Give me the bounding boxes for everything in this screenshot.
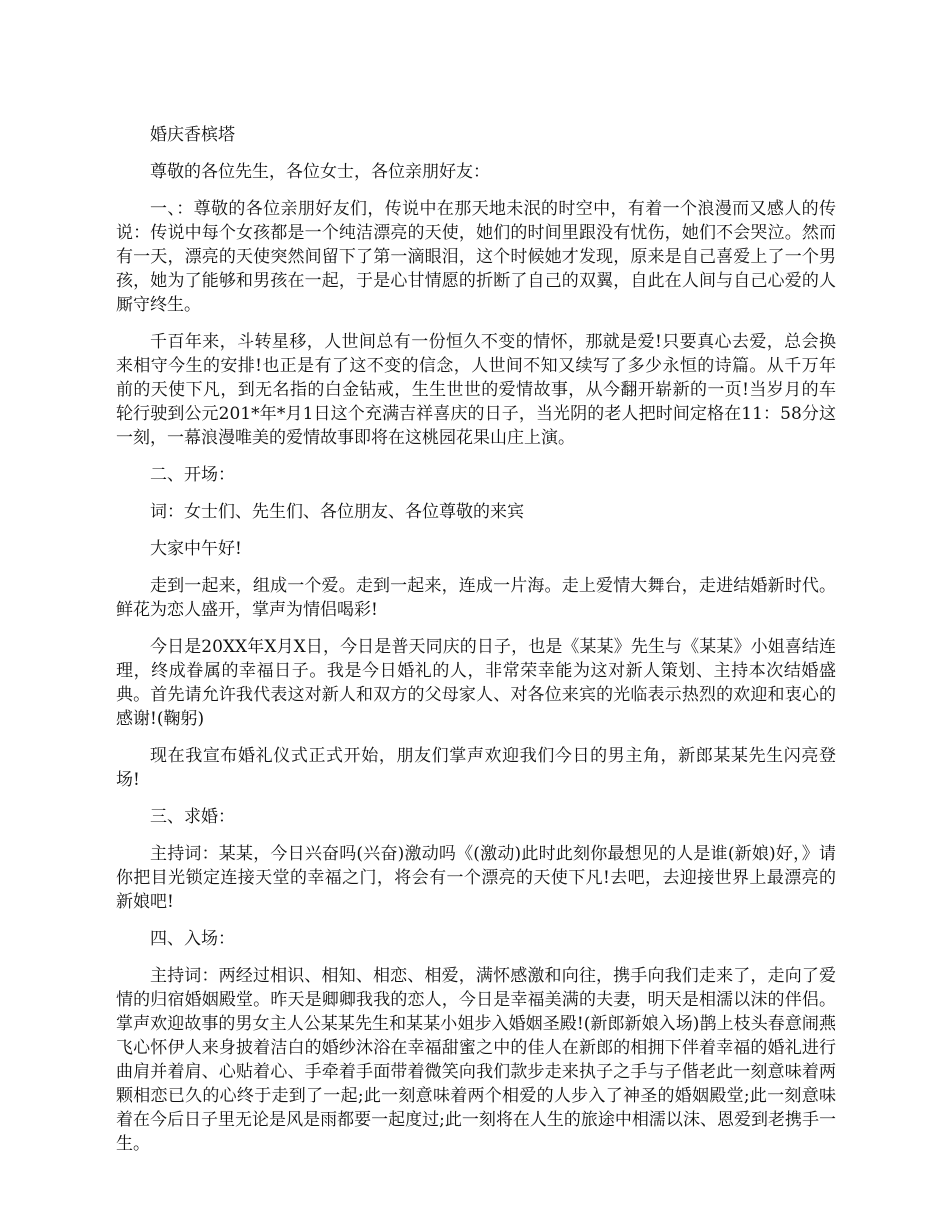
salutation: 尊敬的各位先生，各位女士，各位亲朋好友：: [150, 162, 490, 182]
paragraph-opening-speech: 今日是20XX年X月X日，今日是普天同庆的日子，也是《某某》先生与《某某》小姐喜结连理，终成眷属的幸福日子。我是今日婚礼的人，非常荣幸能为这对新人策划、主持本次结婚盛典。首先请允许我代表这对新人和双方的父母家人、对各位来宾的光临表示热烈的欢迎和衷心的感谢!(鞠躬): [116, 637, 836, 729]
paragraph-address: 词：女士们、先生们、各位朋友、各位尊敬的来宾: [150, 502, 524, 522]
paragraph-prologue: 一、：尊敬的各位亲朋好友们，传说中在那天地未泯的时空中，有着一个浪漫而又感人的传说：传说中每个女孩都是一个纯洁漂亮的天使，她们的时间里跟没有忧伤，她们不会哭泣。然而有一天，漂亮的天使突然间留下了第一滴眼泪，这个时候她才发现，原来是自己喜爱上了一个男孩，她为了能够和男孩在一起，于是心甘情愿的折断了自己的双翼，自此在人间与自己心爱的人厮守终生。: [116, 199, 836, 315]
paragraph-greeting: 大家中午好!: [150, 539, 242, 559]
paragraph-entrance: 主持词：两经过相识、相知、相恋、相爱，满怀感激和向往，携手向我们走来了，走向了爱情的归宿婚姻殿堂。昨天是卿卿我我的恋人，今日是幸福美满的夫妻，明天是相濡以沫的伴侣。掌声欢迎故事的男女主人公某某先生和某某小姐步入婚姻圣殿!(新郎新娘入场)鹊上枝头春意闹燕飞心怀伊人来身披着洁白的婚纱沐浴在幸福甜蜜之中的佳人在新郎的相拥下伴着幸福的婚礼进行曲肩并着肩、心贴着心、手牵着手面带着微笑向我们款步走来执子之手与子偕老此一刻意味着两颗相恋已久的心终于走到了一起;此一刻意味着两个相爱的人步入了神圣的婚姻殿堂;此一刻意味着在今后日子里无论是风是雨都要一起度过;此一刻将在人生的旅途中相濡以沫、恩爱到老携手一生。: [116, 966, 836, 1154]
section-heading-opening: 二、开场：: [150, 465, 235, 485]
paragraph-opening-verse: 走到一起来，组成一个爱。走到一起来，连成一片海。走上爱情大舞台，走进结婚新时代。鲜花为恋人盛开，掌声为情侣喝彩!: [116, 576, 836, 620]
section-heading-proposal: 三、求婚：: [150, 807, 235, 827]
paragraph-intro: 千百年来，斗转星移，人世间总有一份恒久不变的情怀，那就是爱!只要真心去爱，总会换来相守今生的安排!也正是有了这不变的信念，人世间不知又续写了多少永恒的诗篇。从千万年前的天使下凡，到无名指的白金钻戒，生生世世的爱情故事，从今翻开崭新的一页!当岁月的车轮行驶到公元201*年*月1日这个充满吉祥喜庆的日子，当光阴的老人把时间定格在11：58分这一刻，一幕浪漫唯美的爱情故事即将在这桃园花果山庄上演。: [116, 332, 836, 448]
document-title: 婚庆香槟塔: [150, 125, 235, 145]
paragraph-proposal: 主持词：某某，今日兴奋吗(兴奋)激动吗《(激动)此时此刻你最想见的人是谁(新娘)好，》请你把目光锁定连接天堂的幸福之门，将会有一个漂亮的天使下凡!去吧，去迎接世界上最漂亮的新娘吧!: [116, 844, 836, 912]
paragraph-ceremony-start: 现在我宣布婚礼仪式正式开始，朋友们掌声欢迎我们今日的男主角，新郎某某先生闪亮登场!: [116, 746, 836, 790]
document-body: [116, 123, 836, 1169]
section-heading-entrance: 四、入场：: [150, 929, 235, 949]
